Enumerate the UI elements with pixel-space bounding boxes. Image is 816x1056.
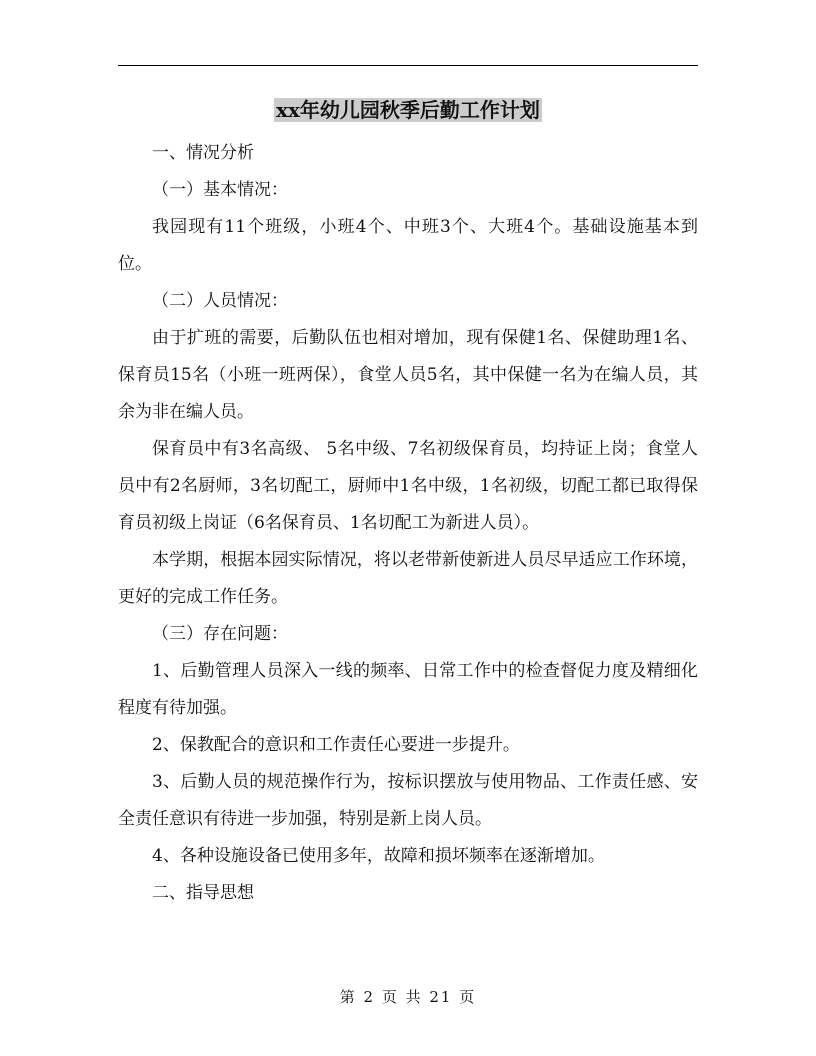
paragraph-staff-increase: 由于扩班的需要，后勤队伍也相对增加，现有保健1名、保健助理1名、保育员15名（小班一班两保），食堂人员5名，其中保健一名为在编人员，其余为非在编人员。 — [118, 328, 698, 422]
paragraph-staff-qualifications: 保育员中有3名高级、 5名中级、7名初级保育员，均持证上岗；食堂人员中有2名厨师，3名切配工，厨师中1名中级，1名初级，切配工都已取得保育员初级上岗证（6名保育员、1名切配工为新进人员）。 — [118, 439, 698, 533]
paragraph-semester-plan: 本学期，根据本园实际情况，将以老带新使新进人员尽早适应工作环境，更好的完成工作任务。 — [118, 550, 698, 607]
document-title — [0, 96, 816, 124]
problem-item-4: 4、各种设施设备已使用多年，故障和损坏频率在逐渐增加。 — [152, 846, 605, 866]
header-rule — [118, 65, 698, 66]
paragraph-basic-situation: 我园现有11个班级，小班4个、中班3个、大班4个。基础设施基本到位。 — [118, 217, 698, 274]
problem-item-1: 1、后勤管理人员深入一线的频率、日常工作中的检查督促力度及精细化程度有待加强。 — [118, 661, 698, 718]
subheading-staff-situation: （二）人员情况： — [152, 291, 288, 311]
document-body — [118, 135, 698, 912]
heading-situation-analysis: 一、情况分析 — [152, 143, 254, 163]
subheading-basic-situation: （一）基本情况： — [152, 180, 288, 200]
heading-guiding-ideology: 二、指导思想 — [152, 883, 254, 903]
subheading-existing-problems: （三）存在问题： — [152, 624, 288, 644]
problem-item-2: 2、保教配合的意识和工作责任心要进一步提升。 — [152, 735, 520, 755]
document-title-text: xx年幼儿园秋季后勤工作计划 — [276, 98, 540, 122]
page-number-footer: 第 2 页 共 21 页 — [339, 988, 477, 1006]
problem-item-3: 3、后勤人员的规范操作行为，按标识摆放与使用物品、工作责任感、安全责任意识有待进一步加强，特别是新上岗人员。 — [118, 772, 698, 829]
